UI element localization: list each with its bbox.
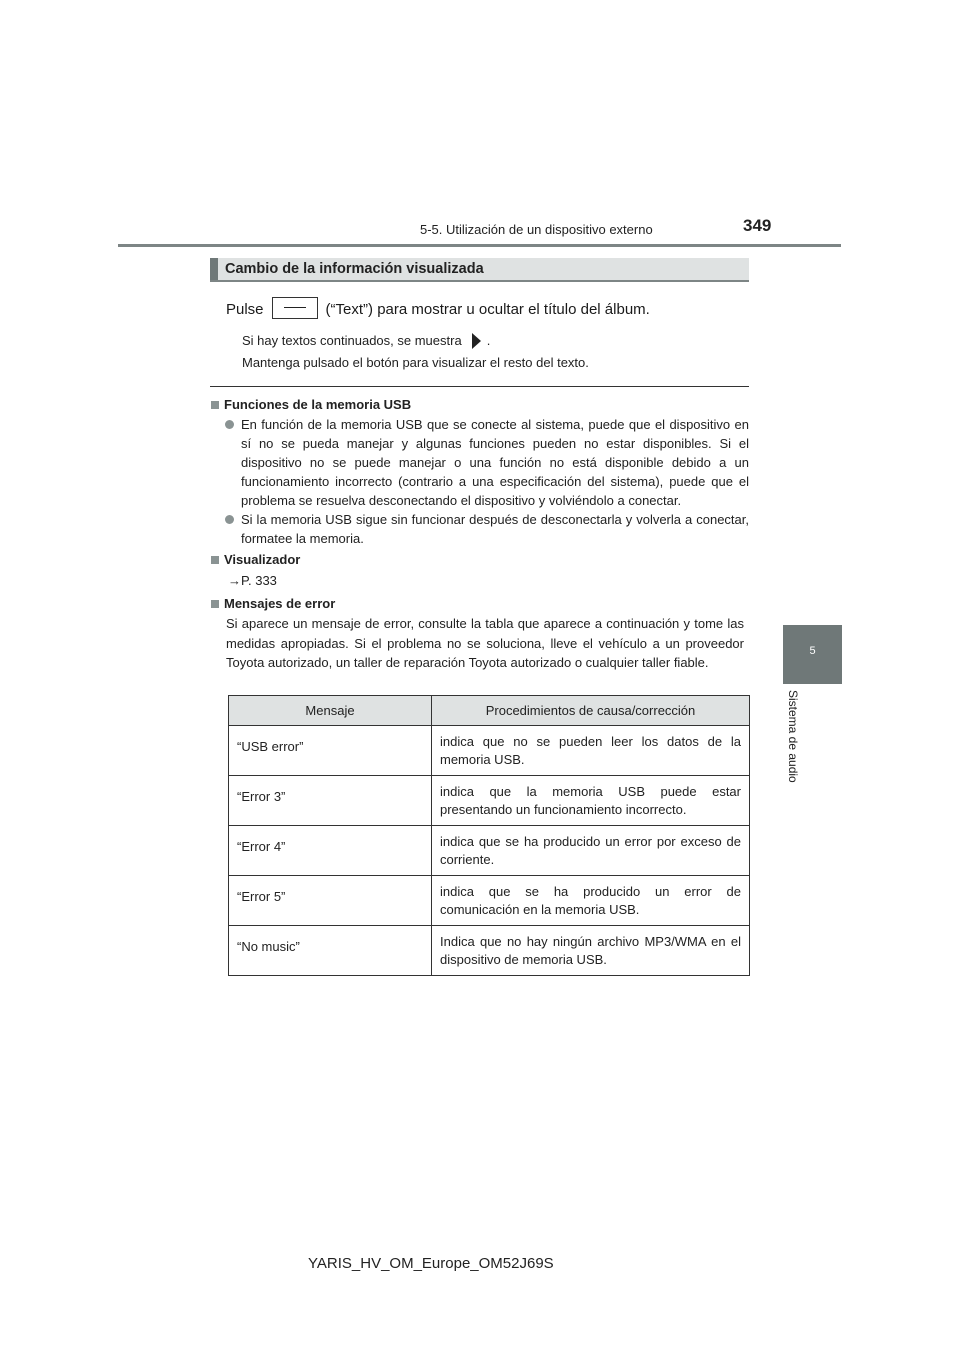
usb-functions-heading-text: Funciones de la memoria USB [224, 397, 412, 412]
instruction-pre: Pulse [226, 300, 264, 318]
note-continued-text [242, 333, 490, 350]
square-bullet-icon [211, 556, 219, 564]
table-cell-message: “Error 5” [229, 876, 432, 926]
usb-bullet-1-text: En función de la memoria USB que se conecte al sistema, puede que el dispositivo en sí no se pueda manejar y algunas funciones pueden no estar disponibles. Si el dispositivo no se puede manejar o una función no está disponible debido a un funcionamiento incorrecto (contrario a una especificación del sistema), puede que el problema se resuelva desconectando el dispositivo y volviéndolo a conectar. [241, 417, 749, 508]
usb-bullet-1 [225, 415, 749, 510]
table-cell-message: “Error 3” [229, 776, 432, 826]
usb-functions-heading [211, 397, 411, 412]
note-hold-button: Mantenga pulsado el botón para visualizar el resto del texto. [242, 355, 589, 370]
table-cell-procedure: indica que se ha producido un error por exceso de corriente. [432, 826, 750, 876]
text-button-icon [272, 297, 318, 319]
section-title: Cambio de la información visualizada [225, 261, 484, 277]
table-cell-message: “Error 4” [229, 826, 432, 876]
section-header [210, 258, 749, 282]
header-rule [118, 244, 841, 247]
table-cell-message: “USB error” [229, 726, 432, 776]
errors-heading-text: Mensajes de error [224, 596, 336, 611]
table-header-row [229, 696, 750, 726]
table-row [229, 926, 750, 976]
page-number: 349 [743, 216, 772, 235]
table-row [229, 826, 750, 876]
table-header-message: Mensaje [229, 696, 432, 726]
instruction-line [226, 299, 650, 321]
table-row [229, 876, 750, 926]
table-header-procedure: Procedimientos de causa/corrección [432, 696, 750, 726]
table-cell-procedure: indica que la memoria USB puede estar presentando un funcionamiento incorrecto. [432, 776, 750, 826]
square-bullet-icon [211, 600, 219, 608]
table-cell-procedure: Indica que no hay ningún archivo MP3/WMA en el dispositivo de memoria USB. [432, 926, 750, 976]
table-row [229, 776, 750, 826]
display-heading [211, 552, 300, 567]
document-code-footer: YARIS_HV_OM_Europe_OM52J69S [308, 1255, 554, 1272]
table-cell-procedure: indica que no se pueden leer los datos de la memoria USB. [432, 726, 750, 776]
usb-bullet-2-text: Si la memoria USB sigue sin funcionar después de desconectarla y volverla a conectar, formatee la memoria. [241, 512, 749, 546]
chapter-label: Sistema de audio [786, 690, 800, 783]
section-header-bar [210, 258, 218, 280]
instruction-post: (“Text”) para mostrar u ocultar el título del álbum. [325, 300, 650, 318]
note-line1: Si hay textos continuados, se muestra [242, 333, 462, 348]
table-row [229, 726, 750, 776]
continue-arrow-icon [472, 333, 481, 349]
round-bullet-icon [225, 515, 234, 524]
note-line1-end: . [486, 333, 491, 348]
errors-heading [211, 596, 335, 611]
section-divider [210, 386, 749, 387]
errors-paragraph: Si aparece un mensaje de error, consulte la tabla que aparece a continuación y tome las medidas apropiadas. Si el problema no se soluciona, lleve el vehículo a un proveedor Toyota autorizado, un taller de reparación Toyota autorizado o cualquier taller fiable. [226, 616, 744, 670]
display-page-ref[interactable]: →P. 333 [228, 573, 277, 588]
square-bullet-icon [211, 401, 219, 409]
round-bullet-icon [225, 420, 234, 429]
table-cell-message: “No music” [229, 926, 432, 976]
chapter-number: 5 [809, 645, 816, 657]
display-heading-text: Visualizador [224, 552, 301, 567]
header-section-title: 5-5. Utilización de un dispositivo externo [420, 222, 653, 237]
usb-bullet-2 [225, 510, 749, 548]
error-table [228, 695, 750, 976]
table-cell-procedure: indica que se ha producido un error de comunicación en la memoria USB. [432, 876, 750, 926]
